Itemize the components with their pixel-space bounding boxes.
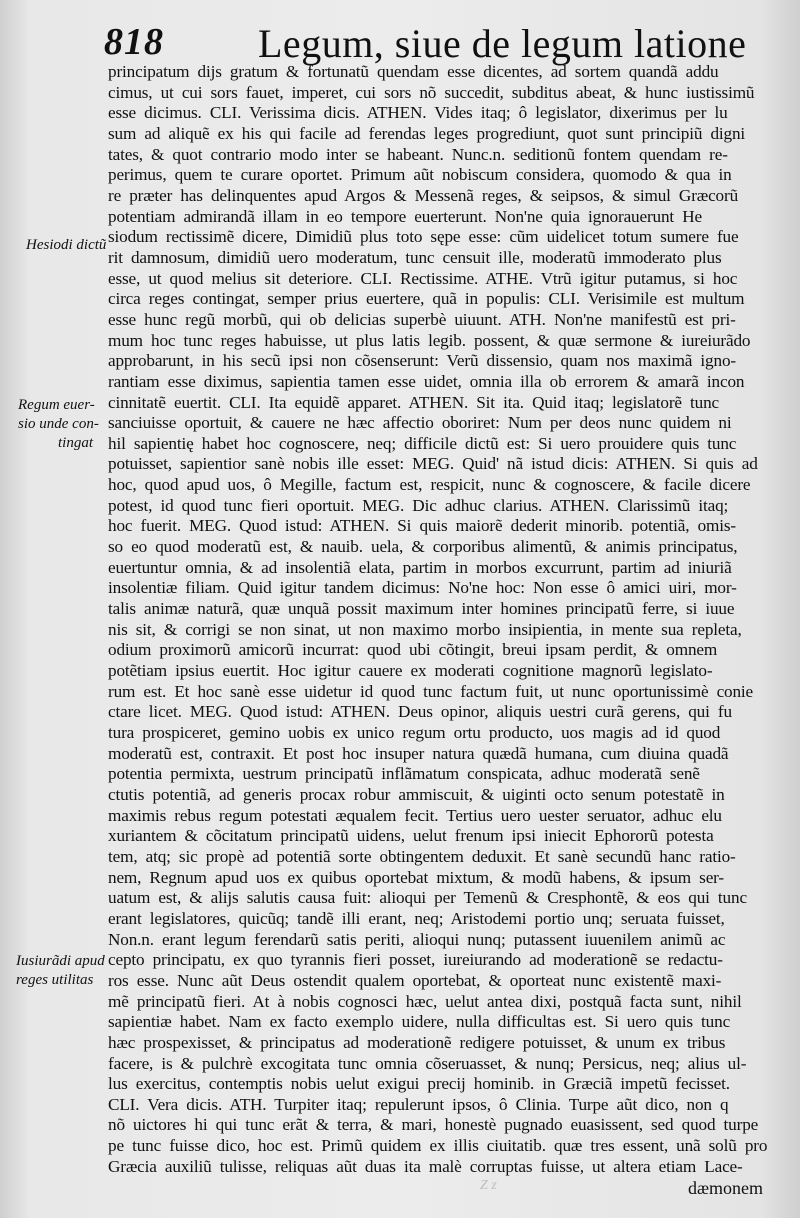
page-number: 818 [104,21,164,63]
text-line: potentiam admirandã illam in eo tempore euerterunt. Non'ne quia ignorauerunt He [108,206,702,226]
text-line: xuriantem & cõcitatum principatũ uidens, uelut frenum ipsi iniecit Ephororũ potesta [108,826,714,846]
sidenote-iusiurandi [16,952,106,990]
text-line: potest, id quod tunc fieri oportuit. MEG. Dic adhuc clarius. ATHEN. Clarissimũ itaq; [108,495,729,515]
text-line: odium proximorũ amicorũ incurrat: quod ubi cõtingit, breui ipsam perdit, & omnem [108,640,718,660]
text-line: perimus, quem te curare oportet. Primum aũt nobiscum considera, quomodo & qua in [108,165,732,185]
text-line: tura prospiceret, gemino uobis ex unico regum ortu producto, uos magis ad id quod [108,723,721,742]
catchword: dæmonem [688,1178,763,1198]
text-line: ctutis potentiã, ad generis procax robur ammiscuit, & uiginti octo senum potestatẽ in [108,784,725,804]
text-line: esse, ut quod melius sit deteriore. CLI. Rectissime. ATHE. Vtrũ igitur putamus, si hoc [108,268,738,288]
text-line: uatum est, & alijs salutis causa fuit: alioqui per Temenũ & Cresphontẽ, & eos qui tunc [108,888,747,908]
text-line: hoc fuerit. MEG. Quod istud: ATHEN. Si quis maiorẽ dederit minorib. potentiã, omis- [108,516,736,536]
text-line: cepto principatu, ex quo tyrannis fieri posset, iureiurando ad moderationẽ se redactu- [108,950,723,970]
text-line: CLI. Vera dicis. ATH. Turpiter itaq; repulerunt ipsos, ô Clinia. Turpe aũt dico, non q [108,1094,729,1114]
text-line: hæc prospexisset, & principatus ad moderationẽ redigere potuisset, & unum ex tribus [108,1032,726,1052]
text-line: potuisset, sapientior sanè nobis ille esset: MEG. Quid' nã istud dicis: ATHEN. Si quis ad [108,454,758,474]
text-line: Græcia auxiliũ tulisse, reliquas aũt duas ita malè corruptas fuisse, ut altera etiam Lace- [108,1156,743,1176]
text-line: pe tunc fuisse dico, hoc est. Primũ quidem ex illis ciuitatib. quæ tres essent, unã solũ pro [108,1136,768,1156]
text-line: nis sit, & corrigi se non sinat, ut non maximo morbo insipientia, in mente sua repleta, [108,619,742,639]
text-line: principatum dijs gratum & fortunatũ quendam esse dicentes, ad sortem quandã addu [108,62,719,81]
text-line: insolentiæ filiam. Quid igitur tandem dicimus: No'ne hoc: Non esse ô amici uiri, mor- [108,578,737,598]
text-line: hil sapientię habet hoc cognoscere, neq; difficile dictũ est: Si uero prouidere quis tunc [108,433,737,453]
text-line: potentia permixta, uestrum principatũ inflãmatum conspicata, adhuc moderatã senẽ [108,764,700,784]
text-line: maximis rebus regum potestati æqualem fecit. Tertius uero uester seruator, adhuc elu [108,805,722,825]
text-line: euertuntur omnia, & ad insolentiã elata, partim in morbos excurrunt, partim ad iniuriã [108,557,732,577]
sidenote-line: sio unde con- [18,416,99,432]
signature-mark: Z z [480,1178,497,1193]
text-line: nem, Regnum apud uos ex quibus oportebat mixtum, & modũ habens, & ipsum ser- [108,867,724,887]
text-line: rum est. Et hoc sanè esse uidetur id quod tunc factum fuit, ut nunc oportunissimè conie [108,681,754,701]
text-line: ctare licet. MEG. Quod istud: ATHEN. Deus opinor, aliquis uestri curã gerens, qui fu [108,702,732,722]
sidenote-line: tingat [58,435,94,451]
text-line: tem, atq; sic propè ad potentiã sorte obtingentem deduxit. Et sanè secundũ hanc ratio- [108,846,736,866]
sidenote-line: Iusiurãdi apud [16,953,105,969]
text-line: sapientiæ habet. Nam ex facto exemplo uidere, nulla difficultas est. Si uero quis tunc [108,1012,731,1032]
text-line: so eo quod moderatũ est, & nauib. uela, & corporibus alimentũ, & animis principatus, [108,537,738,557]
text-line: Non.n. erant legum ferendarũ satis periti, alioqui nunq; putassent iuuenilem animũ ac [108,929,726,949]
text-line: moderatũ est, contraxit. Et post hoc insuper natura quædã humana, cum diuina quadã [108,743,729,763]
page-header [0,14,800,66]
text-line: nõ uictores hi qui tunc erãt & terra, & mari, honestè pugnado euasissent, sed quod turpe [108,1115,759,1135]
text-line: siodum rectissimẽ dicere, Dimidiũ plus toto sępe esse: cũm uidelicet totum sumere fue [108,227,739,247]
text-line: potẽtiam ipsius euertit. Hoc igitur cauere ex moderati cognitione magnorũ legislato- [108,661,713,681]
sidenote-hesiodi [26,236,107,255]
text-line: re præter has delinquentes apud Argos & Messenã reges, & seipsos, & simul Græcorũ [108,185,739,205]
text-line: esse hunc regũ morbũ, qui ob delicias superbè uiuunt. ATH. Non'ne manifestũ est pri- [108,309,736,329]
text-line: facere, is & pulchrè excogitata tunc omnia cõseruasset, & nunq; Persicus, neq; alius ul- [108,1053,747,1073]
text-line: talis animæ naturã, quæ unquã possit maximum inter homines principatũ ferre, si iuue [108,599,735,619]
text-line: hoc, quod apud uos, ô Megille, factum est, respicit, nunc & cognoscere, & facile dicere [108,475,751,495]
text-line: ros esse. Nunc aũt Deus ostendit qualem oportebat, & oporteat nunc existentẽ maxi- [108,970,722,990]
text-line: rit damnosum, dimidiũ uero moderatum, tunc censuit ille, moderatũ immoderato plus [108,247,722,267]
running-title: Legum, siue de legum latione [258,21,747,66]
text-line: cinnitatẽ euertit. CLI. Ita equidẽ apparet. ATHEN. Sit ita. Quid itaq; legislatorẽ tunc [108,392,720,412]
sidenote-line: reges utilitas [16,972,94,988]
text-line: mum hoc tunc reges habuisse, ut plus latis legib. possent, & quæ sermone & iureiurãdo [108,330,751,350]
text-line: rantiam esse diximus, sapientia tamen esse uidet, omnia illa ob errorem & amarã incon [108,371,745,391]
text-line: esse dicimus. CLI. Verissima dicis. ATHEN. Vides itaq; ô legislator, dixerimus per lu [108,103,728,123]
text-line: sanciuisse oportuit, & cauere ne hæc affectio oboriret: Num per deos nunc quidem ni [108,413,732,433]
text-line: tates, & quot contrario modo inter se habeant. Nunc.n. seditionũ fontem quendam re- [108,144,728,164]
sidenote-line: Hesiodi dictũ [26,237,107,253]
text-line: lus exercitus, contemptis nobis uelut exigui precij hominib. in Græciã impetũ fecisset. [108,1074,730,1094]
text-line: approbarunt, in his secũ ipsi non cõsenserunt: Verũ dissensio, quam nos maximã igno- [108,351,736,371]
text-line: mẽ principatũ fieri. At à nobis cognosci hæc, uelut antea dixi, postquã facta sunt, nihil [108,991,742,1011]
sidenote-regum-euersio [18,396,102,453]
text-line: erant legislatores, quicũq; tandẽ illi erant, neq; Aristodemi portio unq; seruata fuisset, [108,908,725,928]
main-text-block [108,62,772,1177]
text-line: sum ad aliquẽ ex his qui facile ad ferendas leges progrediunt, quot sunt principiũ digni [108,123,746,143]
text-line: circa reges contingat, semper prius euertere, quã in populis: CLI. Verisimile est multum [108,289,745,309]
sidenote-line: Regum euer- [18,397,95,413]
text-line: cimus, ut cui sors fauet, imperet, cui sors nõ succedit, subditus abeat, & hunc iustissimũ [108,82,755,102]
